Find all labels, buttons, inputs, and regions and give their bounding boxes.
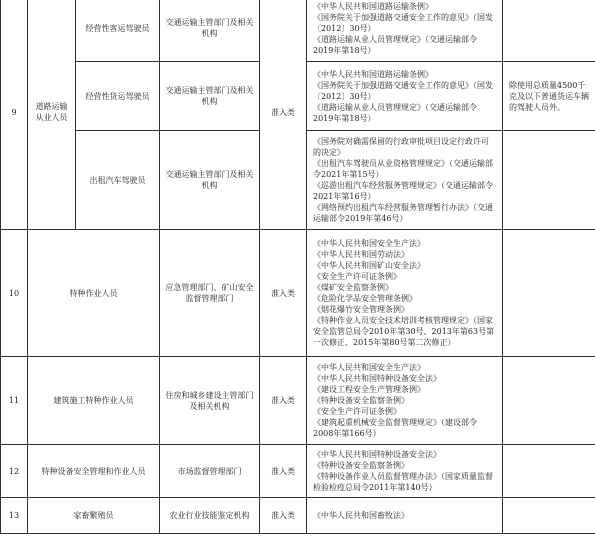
- law-item: 《建筑起重机械安全监督管理规定》（建设部令2008年第166号）: [313, 418, 477, 438]
- sub-category-cell: 经营性货运驾驶员: [76, 62, 160, 131]
- laws-cell: [307, 357, 503, 445]
- law-item: 《特种设备安全监察条例》: [313, 461, 409, 470]
- law-item: 《危险化学品安全管理条例》: [313, 294, 417, 303]
- type-cell: 准入类: [260, 230, 307, 357]
- law-item: 《安全生产许可证条例》: [313, 407, 401, 416]
- law-item: 《国务院关于加强道路交通安全工作的意见》（国发〔2012〕30号）: [313, 12, 493, 33]
- sub-category-cell: 出租汽车驾驶员: [76, 131, 160, 230]
- note-cell: [503, 0, 595, 62]
- type-cell: 准入类: [260, 445, 307, 498]
- note-cell: 除使用总质量4500千克及以下普通货运车辆的驾驶人员外。: [503, 62, 595, 131]
- department-cell: 市场监督管理部门: [160, 445, 260, 498]
- category-cell: 道路运输 从业人员: [28, 0, 76, 230]
- law-item: 《网络预约出租汽车经营服务管理暂行办法》（交通运输部令2019年第46号）: [313, 203, 493, 223]
- note-cell: [503, 230, 595, 357]
- law-item: 《道路运输从业人员管理规定》（交通运输部令2019年第18号）: [313, 34, 477, 55]
- type-cell: 准入类: [260, 498, 307, 534]
- table-row: [1, 230, 595, 357]
- department-cell: 应急管理部门、矿山安全 监督管理部门: [160, 230, 260, 357]
- category-cell: 特种设备安全管理和作业人员: [28, 445, 160, 498]
- law-item: 《建设工程安全生产管理条例》: [313, 385, 425, 394]
- row-number: 12: [1, 445, 28, 498]
- law-item: 《出租汽车驾驶员从业资格管理规定》（交通运输部令2021年第15号）: [313, 159, 493, 179]
- law-item: 《特种作业人员安全技术培训考核管理规定》（国家安全监管总局令2010年第30号、2013年第63号第一次修正、2015年第80号第二次修正）: [313, 316, 495, 347]
- law-item: 《中华人民共和国特种设备安全法》: [313, 374, 441, 383]
- note-cell: [503, 131, 595, 230]
- law-item: 《国务院对确需保留的行政审批项目设定行政许可的决定》: [313, 137, 489, 157]
- laws-cell: [307, 0, 503, 62]
- law-item: 《煤矿安全监察条例》: [313, 283, 393, 292]
- type-cell: 准入类: [260, 357, 307, 445]
- table-row: [1, 0, 595, 62]
- law-item: 《中华人民共和国矿山安全法》: [313, 261, 425, 270]
- note-cell: [503, 357, 595, 445]
- row-number: 9: [1, 0, 28, 230]
- type-cell: 准入类: [260, 0, 307, 230]
- row-number: 10: [1, 230, 28, 357]
- laws-cell: [307, 445, 503, 498]
- law-item: 《中华人民共和国劳动法》: [313, 250, 409, 259]
- law-item: 《道路运输从业人员管理规定》（交通运输部令2019年第18号）: [313, 102, 477, 123]
- row-number: 13: [1, 498, 28, 534]
- laws-cell: [307, 131, 503, 230]
- law-item: 《中华人民共和国道路运输条例》: [313, 69, 433, 79]
- category-cell: 特种作业人员: [28, 230, 160, 357]
- table-row: [1, 498, 595, 534]
- laws-cell: [307, 498, 503, 534]
- laws-cell: [307, 62, 503, 131]
- department-cell: 交通运输主管部门及相关 机构: [160, 62, 260, 131]
- law-item: 《国务院关于加强道路交通安全工作的意见》（国发〔2012〕30号）: [313, 80, 493, 101]
- law-item: 《中华人民共和国特种设备安全法》: [313, 450, 441, 459]
- law-item: 《中华人民共和国畜牧法》: [313, 511, 409, 520]
- table-row: [1, 357, 595, 445]
- department-cell: 住房和城乡建设主管部门 及相关机构: [160, 357, 260, 445]
- category-cell: 家畜繁殖员: [28, 498, 160, 534]
- department-cell: 农业行业技能鉴定机构: [160, 498, 260, 534]
- law-item: 《中华人民共和国安全生产法》: [313, 239, 425, 248]
- law-item: 《中华人民共和国安全生产法》: [313, 363, 425, 372]
- note-cell: [503, 498, 595, 534]
- table-row: [1, 445, 595, 498]
- laws-cell: [307, 230, 503, 357]
- row-number: 11: [1, 357, 28, 445]
- note-cell: [503, 445, 595, 498]
- law-item: 《中华人民共和国道路运输条例》: [313, 1, 433, 11]
- law-item: 《特种设备作业人员监督管理办法》（国家质量监督检验检疫总局令2011年第140号）: [313, 472, 493, 492]
- law-item: 《安全生产许可证条例》: [313, 272, 401, 281]
- law-item: 《烟花爆竹安全管理条例》: [313, 305, 409, 314]
- sub-category-cell: 经营性客运驾驶员: [76, 0, 160, 62]
- law-item: 《特种设备安全监察条例》: [313, 396, 409, 405]
- law-item: 《巡游出租汽车经营服务管理规定》（交通运输部令2021年第16号）: [313, 181, 493, 201]
- department-cell: 交通运输主管部门及相关 机构: [160, 0, 260, 62]
- category-cell: 建筑施工特种作业人员: [28, 357, 160, 445]
- department-cell: 交通运输主管部门及相关 机构: [160, 131, 260, 230]
